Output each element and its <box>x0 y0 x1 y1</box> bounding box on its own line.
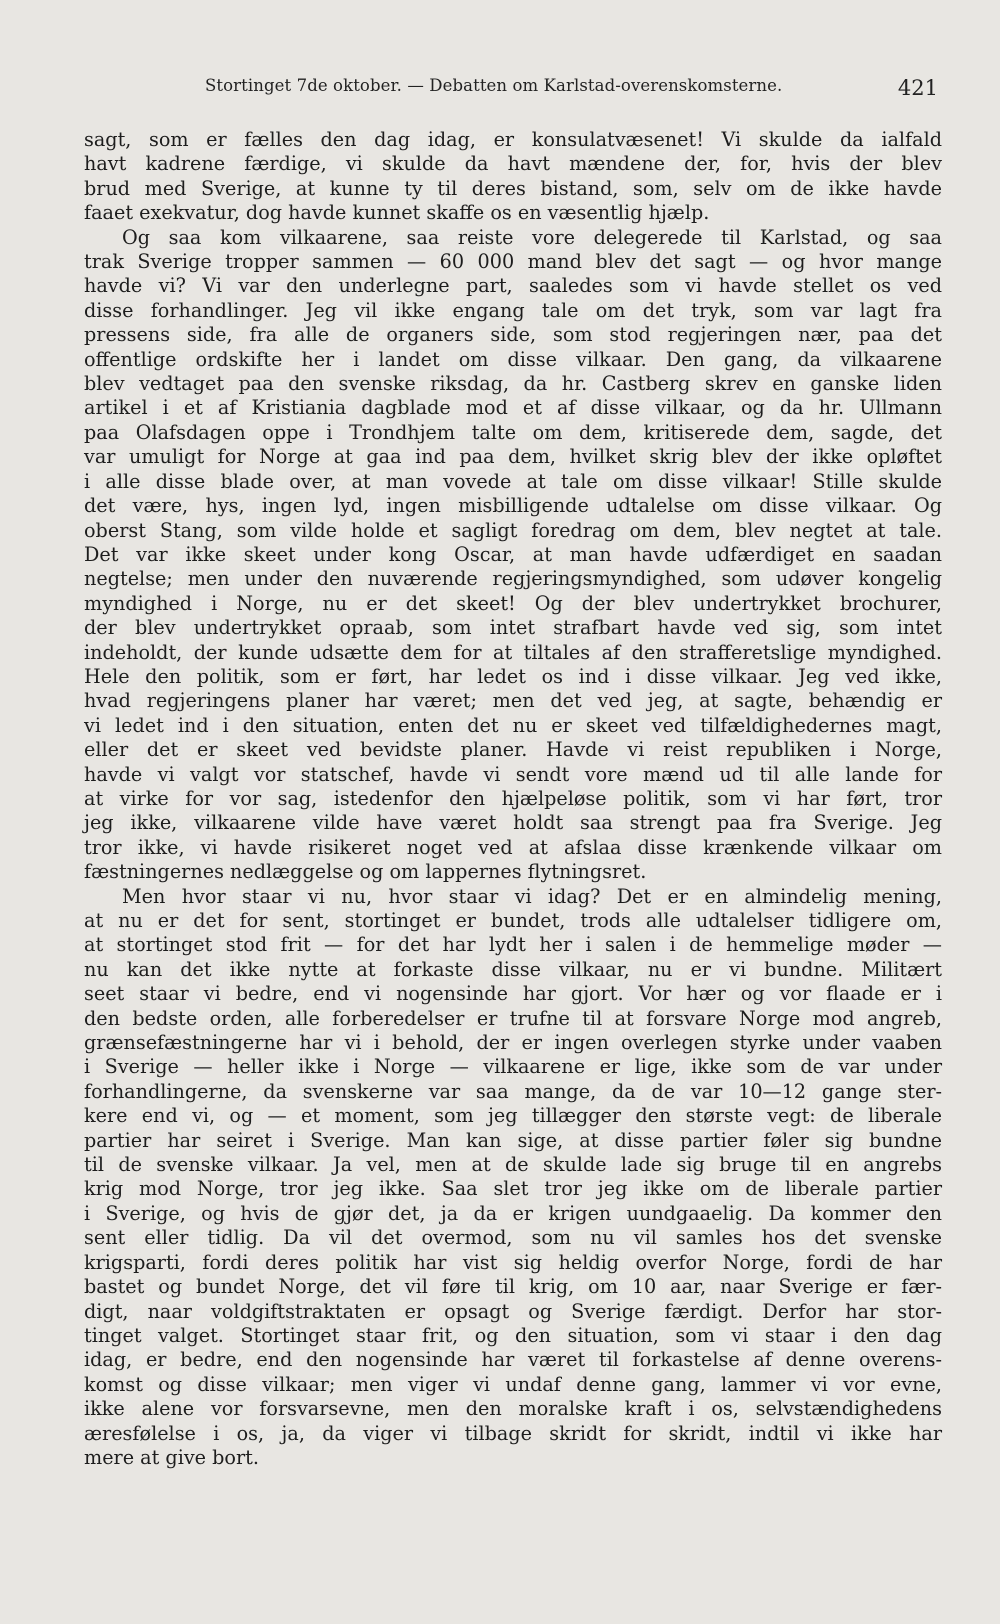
text-line: offentlige ordskifte her i landet om disse vilkaar. Den gang, da vilkaarene <box>84 347 942 371</box>
text-line: til de svenske vilkaar. Ja vel, men at de skulde lade sig bruge til en angrebs <box>84 1153 942 1177</box>
text-line: disse forhandlinger. Jeg vil ikke engang tale om det tryk, som var lagt fra <box>84 298 942 322</box>
text-line: forhandlingerne, da svenskerne var saa mange, da de var 10—12 gange ster- <box>84 1079 942 1103</box>
text-line: krig mod Norge, tror jeg ikke. Saa slet tror jeg ikke om de liberale partier <box>84 1177 942 1201</box>
text-line: nu kan det ikke nytte at forkaste disse vilkaar, nu er vi bundne. Militært <box>84 957 942 981</box>
text-line: komst og disse vilkaar; men viger vi undaf denne gang, lammer vi vor evne, <box>84 1372 942 1396</box>
text-line: fæstningernes nedlæggelse og om lappernes flytningsret. <box>84 860 647 884</box>
text-line: bastet og bundet Norge, det vil føre til krig, om 10 aar, naar Sverige er fær- <box>84 1275 942 1299</box>
text-line: Det var ikke skeet under kong Oscar, at man havde udfærdiget en saadan <box>84 542 942 566</box>
text-line: i alle disse blade over, at man vovede at tale om disse vilkaar! Stille skulde <box>84 469 942 493</box>
text-line: sent eller tidlig. Da vil det overmod, som nu vil samles hos det svenske <box>84 1226 942 1250</box>
text-line: krigsparti, fordi deres politik har vist sig heldig overfor Norge, fordi de har <box>84 1250 942 1274</box>
text-line: artikel i et af Kristiania dagblade mod et af disse vilkaar, og da hr. Ullmann <box>84 396 942 420</box>
text-line: blev vedtaget paa den svenske riksdag, da hr. Castberg skrev en ganske liden <box>84 372 942 396</box>
text-line: brud med Sverige, at kunne ty til deres bistand, som, selv om de ikke havde <box>84 176 942 200</box>
text-line: paa Olafsdagen oppe i Trondhjem talte om dem, kritiserede dem, sagde, det <box>84 420 942 444</box>
text-line: var umuligt for Norge at gaa ind paa dem, hvilket skrig blev der ikke opløftet <box>84 445 942 469</box>
text-line: sagt, som er fælles den dag idag, er konsulatvæsenet! Vi skulde da ialfald <box>84 128 942 151</box>
text-line: seet staar vi bedre, end vi nogensinde har gjort. Vor hær og vor flaade er i <box>84 982 942 1006</box>
text-line: Og saa kom vilkaarene, saa reiste vore delegerede til Karlstad, og saa <box>122 225 942 249</box>
text-line: i Sverige — heller ikke i Norge — vilkaarene er lige, ikke som de var under <box>84 1055 942 1079</box>
text-line: trak Sverige tropper sammen — 60 000 mand blev det sagt — og hvor mange <box>84 250 942 274</box>
text-line: havde vi valgt vor statschef, havde vi sendt vore mænd ud til alle lande for <box>84 762 942 786</box>
text-line: grænsefæstningerne har vi i behold, der er ingen overlegen styrke under vaaben <box>84 1031 942 1055</box>
text-line: det være, hys, ingen lyd, ingen misbilligende udtalelse om disse vilkaar. Og <box>84 494 942 518</box>
text-line: faaet exekvatur, dog havde kunnet skaffe os en væsentlig hjælp. <box>84 201 710 225</box>
text-line: eller det er skeet ved bevidste planer. Havde vi reist republiken i Norge, <box>84 738 942 762</box>
text-line: mere at give bort. <box>84 1445 259 1469</box>
text-line: kere end vi, og — et moment, som jeg tillægger den største vegt: de liberale <box>84 1104 942 1128</box>
text-line: havt kadrene færdige, vi skulde da havt mændene der, for, hvis der blev <box>84 152 942 176</box>
running-head: Stortinget 7de oktober. — Debatten om Karlstad-overenskomsterne. <box>205 76 783 95</box>
text-line: negtelse; men under den nuværende regjeringsmyndighed, som udøver kongelig <box>84 567 942 591</box>
text-line: havde vi? Vi var den underlegne part, saaledes som vi havde stellet os ved <box>84 274 942 298</box>
text-line: ikke alene vor forsvarsevne, men den moralske kraft i os, selvstændighedens <box>84 1397 942 1421</box>
text-line: i Sverige, og hvis de gjør det, ja da er krigen uundgaaelig. Da kommer den <box>84 1201 942 1225</box>
text-line: myndighed i Norge, nu er det skeet! Og der blev undertrykket brochurer, <box>84 591 942 615</box>
body-text <box>84 128 942 1470</box>
text-line: pressens side, fra alle de organers side, som stod regjeringen nær, paa det <box>84 323 942 347</box>
text-line: hvad regjeringens planer har været; men det ved jeg, at sagte, behændig er <box>84 689 942 713</box>
text-line: Men hvor staar vi nu, hvor staar vi idag? Det er en almindelig mening, <box>122 884 942 908</box>
page-number: 421 <box>897 76 938 100</box>
text-line: indeholdt, der kunde udsætte dem for at tiltales af den strafferetslige myndighed. <box>84 640 942 664</box>
text-line: Hele den politik, som er ført, har ledet os ind i disse vilkaar. Jeg ved ikke, <box>84 664 942 688</box>
text-line: jeg ikke, vilkaarene vilde have været holdt saa strengt paa fra Sverige. Jeg <box>84 811 942 835</box>
text-line: at virke for vor sag, istedenfor den hjælpeløse politik, som vi har ført, tror <box>84 786 942 810</box>
text-line: at stortinget stod frit — for det har lydt her i salen i de hemmelige møder — <box>84 933 942 957</box>
text-line: vi ledet ind i den situation, enten det nu er skeet ved tilfældighedernes magt, <box>84 713 942 737</box>
text-line: digt, naar voldgiftstraktaten er opsagt og Sverige færdigt. Derfor har stor- <box>84 1299 942 1323</box>
text-line: idag, er bedre, end den nogensinde har været til forkastelse af denne overens- <box>84 1348 942 1372</box>
text-line: der blev undertrykket opraab, som intet strafbart havde ved sig, som intet <box>84 616 942 640</box>
text-line: oberst Stang, som vilde holde et sagligt foredrag om dem, blev negtet at tale. <box>84 518 942 542</box>
text-line: den bedste orden, alle forberedelser er trufne til at forsvare Norge mod angreb, <box>84 1006 942 1030</box>
text-line: æresfølelse i os, ja, da viger vi tilbage skridt for skridt, indtil vi ikke har <box>84 1421 942 1445</box>
text-line: partier har seiret i Sverige. Man kan sige, at disse partier føler sig bundne <box>84 1128 942 1152</box>
text-line: tror ikke, vi havde risikeret noget ved at afslaa disse krænkende vilkaar om <box>84 835 942 859</box>
text-line: at nu er det for sent, stortinget er bundet, trods alle udtalelser tidligere om, <box>84 909 942 932</box>
text-line: tinget valget. Stortinget staar frit, og den situation, som vi staar i den dag <box>84 1323 942 1347</box>
